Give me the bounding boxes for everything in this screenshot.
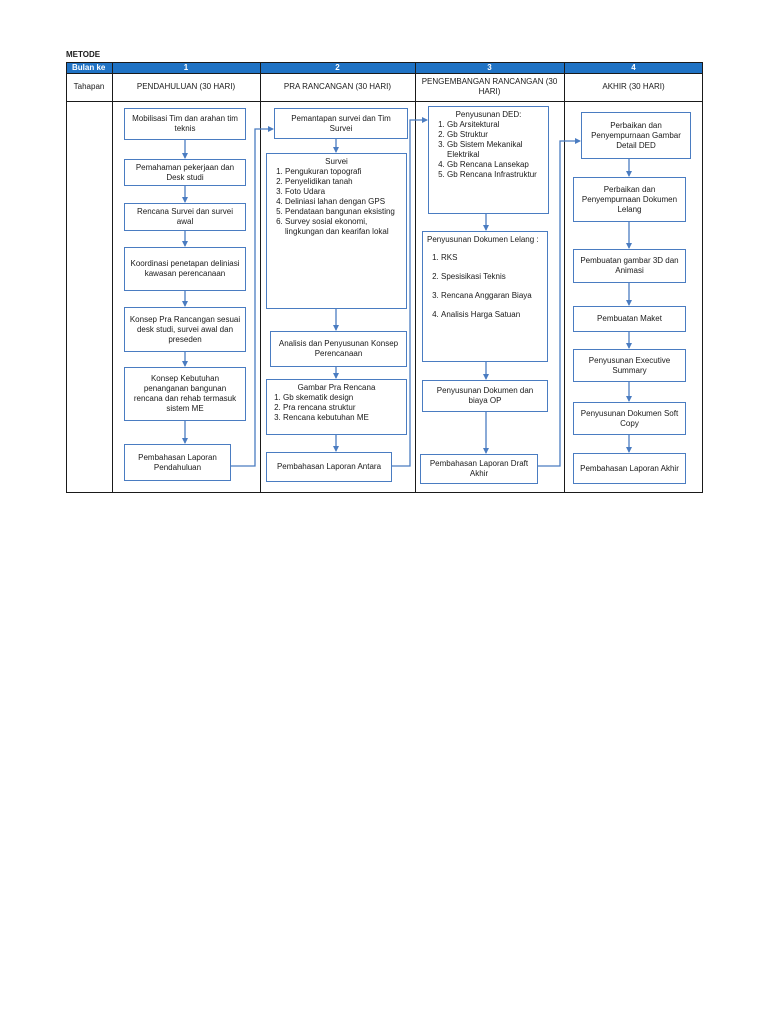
ded-title: Penyusunan DED:: [455, 110, 522, 119]
step-analisis-konsep: Analisis dan Penyusunan Konsep Perencanaan: [270, 331, 407, 367]
step-konsep-pra-rancangan: Konsep Pra Rancangan sesuai desk studi, survei awal dan preseden: [124, 307, 246, 352]
step-laporan-antara: Pembahasan Laporan Antara: [266, 452, 392, 482]
ded-item: 2. Gb Struktur: [447, 130, 544, 140]
step-koordinasi: Koordinasi penetapan deliniasi kawasan perencanaan: [124, 247, 246, 291]
step-soft-copy: Penyusunan Dokumen Soft Copy: [573, 402, 686, 435]
survei-item: 6. Survey sosial ekonomi, lingkungan dan kearifan lokal: [285, 217, 402, 237]
step-perbaikan-gambar: Perbaikan dan Penyempurnaan Gambar Detail DED: [581, 112, 691, 159]
phase-3: PENGEMBANGAN RANCANGAN (30 HARI): [421, 77, 558, 96]
step-maket: Pembuatan Maket: [573, 306, 686, 332]
gambar-title: Gambar Pra Rencana: [297, 383, 376, 392]
survei-title: Survei: [325, 157, 348, 166]
phase-4: AKHIR (30 HARI): [602, 82, 665, 91]
step-perbaikan-lelang: Perbaikan dan Penyempurnaan Dokumen Lelang: [573, 177, 686, 222]
lelang-item: 1. RKS: [441, 253, 543, 263]
lelang-title: Penyusunan Dokumen Lelang :: [427, 235, 539, 244]
gambar-item: 3. Rencana kebutuhan ME: [283, 413, 402, 423]
step-laporan-draft-akhir: Pembahasan Laporan Draft Akhir: [420, 454, 538, 484]
step-rencana-survei: Rencana Survei dan survei awal: [124, 203, 246, 231]
gambar-item: 2. Pra rencana struktur: [283, 403, 402, 413]
step-laporan-pendahuluan: Pembahasan Laporan Pendahuluan: [124, 444, 231, 481]
page-title: METODE: [66, 50, 101, 59]
step-gambar-3d: Pembuatan gambar 3D dan Animasi: [573, 249, 686, 283]
step-konsep-kebutuhan: Konsep Kebutuhan penanganan bangunan rencana dan rehab termasuk sistem ME: [124, 367, 246, 421]
step-executive-summary: Penyusunan Executive Summary: [573, 349, 686, 382]
survei-item: 4. Deliniasi lahan dengan GPS: [285, 197, 402, 207]
header-month-1: 1: [112, 62, 260, 73]
header-month-4: 4: [564, 62, 703, 73]
arrow: [231, 129, 273, 466]
arrow: [538, 141, 580, 466]
step-dokumen-biaya-op: Penyusunan Dokumen dan biaya OP: [422, 380, 548, 412]
ded-item: 1. Gb Arsitektural: [447, 120, 544, 130]
step-mobilisasi: Mobilisasi Tim dan arahan tim teknis: [124, 108, 246, 140]
header-tahapan-label: Tahapan: [73, 82, 105, 91]
survei-item: 2. Penyelidikan tanah: [285, 177, 402, 187]
header-month-3: 3: [415, 62, 564, 73]
step-pemahaman: Pemahaman pekerjaan dan Desk studi: [124, 159, 246, 186]
ded-item: 3. Gb Sistem Mekanikal Elektrikal: [447, 140, 544, 160]
header-month-label: Bulan ke: [66, 62, 112, 73]
gambar-item: 1. Gb skematik design: [283, 393, 402, 403]
phase-1: PENDAHULUAN (30 HARI): [136, 82, 236, 91]
lelang-item: 2. Spesisikasi Teknis: [441, 272, 543, 282]
survei-item: 1. Pengukuran topografi: [285, 167, 402, 177]
step-laporan-akhir: Pembahasan Laporan Akhir: [573, 453, 686, 484]
ded-item: 4. Gb Rencana Lansekap: [447, 160, 544, 170]
lelang-item: 3. Rencana Anggaran Biaya: [441, 291, 543, 301]
survei-item: 3. Foto Udara: [285, 187, 402, 197]
ded-item: 5. Gb Rencana Infrastruktur: [447, 170, 544, 180]
header-month-2: 2: [260, 62, 415, 73]
arrow: [392, 120, 427, 466]
lelang-item: 4. Analisis Harga Satuan: [441, 310, 543, 320]
survei-item: 5. Pendataan bangunan eksisting: [285, 207, 402, 217]
phase-2: PRA RANCANGAN (30 HARI): [283, 82, 392, 91]
step-pemantapan-survei: Pemantapan survei dan Tim Survei: [274, 108, 408, 139]
